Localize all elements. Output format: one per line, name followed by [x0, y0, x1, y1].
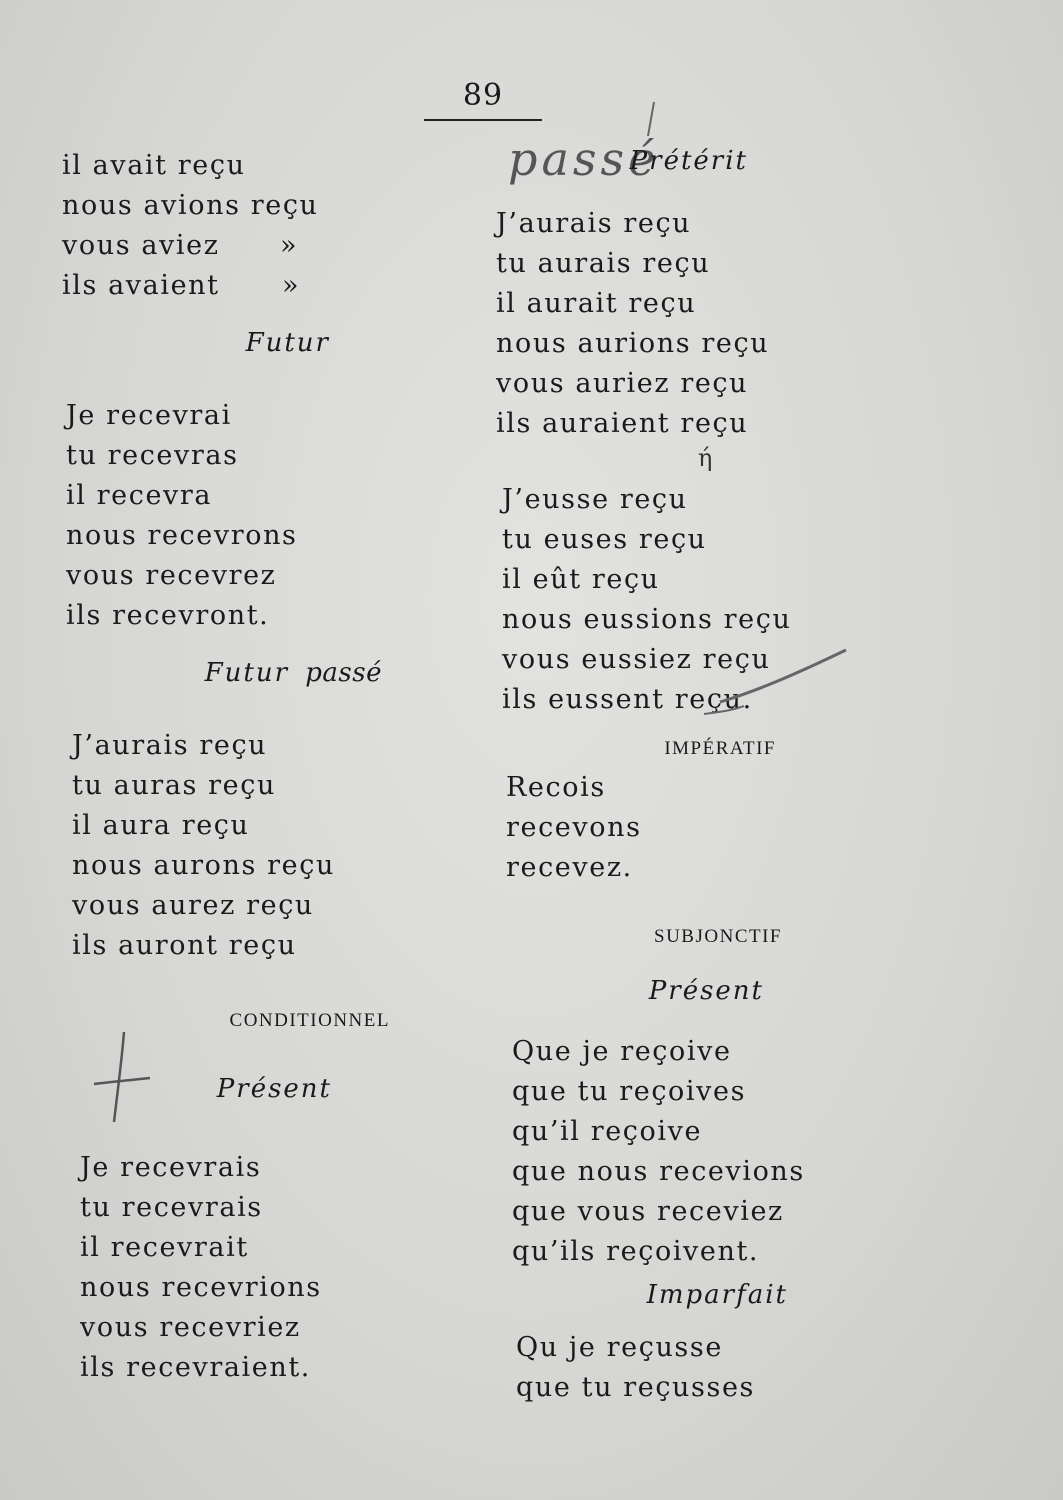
text-line: J’aurais reçu — [496, 208, 692, 239]
section-title-imperatif: IMPÉRATIF — [664, 738, 776, 759]
text-line: vous aurez reçu — [72, 890, 314, 921]
text-line: Recois — [506, 772, 606, 803]
text-line: que nous recevions — [512, 1156, 805, 1187]
section-heading-present: Présent — [216, 1074, 332, 1104]
text-line: J’aurais reçu — [72, 730, 268, 761]
conditionnel-conjugation — [62, 1148, 422, 1388]
text-line: que vous receviez — [512, 1196, 784, 1227]
left-column — [62, 146, 422, 1388]
subjonctif-imparfait-conjugation — [494, 1328, 814, 1408]
section-title-conditionnel: CONDITIONNEL — [229, 1010, 390, 1031]
text-line: ils eussent reçu. — [502, 684, 753, 715]
text-line: qu’ils reçoivent. — [512, 1236, 760, 1267]
futur-conjugation — [62, 396, 422, 636]
text-line: Je recevrais — [80, 1152, 262, 1183]
text-line: Que je reçoive — [512, 1036, 732, 1067]
imperatif-conjugation — [494, 768, 814, 888]
text-line: il aura reçu — [72, 810, 250, 841]
text-line: il aurait reçu — [496, 288, 697, 319]
text-line: Qu je reçusse — [516, 1332, 723, 1363]
pencil-cross-mark — [86, 1028, 156, 1128]
text-line: il recevrait — [80, 1232, 249, 1263]
heading-word: Futur — [204, 658, 290, 688]
heading-word: passé — [305, 658, 382, 688]
pencil-stroke-mark — [700, 640, 860, 720]
text-line: qu’il reçoive — [512, 1116, 703, 1147]
text-line: tu aurais reçu — [496, 248, 711, 279]
section-heading-preterit: Prétérit — [629, 146, 748, 176]
text-line: il avait reçu — [62, 150, 246, 181]
text-line: nous avions reçu — [62, 190, 319, 221]
text-line: vous recevriez — [80, 1312, 301, 1343]
text-line: il eût reçu — [502, 564, 660, 595]
text-line: ils recevront. — [66, 600, 270, 631]
text-line-label: ils avaient — [62, 270, 220, 301]
futur-passe-conjugation — [62, 726, 422, 966]
section-heading-imparfait: Imparfait — [646, 1280, 788, 1310]
preterit-heading-row — [494, 132, 814, 186]
text-line: tu recevras — [66, 440, 239, 471]
page-number: 89 — [462, 78, 504, 113]
text-line: que tu reçoives — [512, 1076, 747, 1107]
ditto-mark: » — [282, 270, 301, 301]
text-line: tu auras reçu — [72, 770, 276, 801]
subjonctif-present-conjugation — [494, 1032, 814, 1272]
text-line: il recevra — [66, 480, 213, 511]
text-line: tu euses reçu — [502, 524, 707, 555]
text-line: vous eussiez reçu — [502, 644, 771, 675]
text-line: recevez. — [506, 852, 633, 883]
section-heading-futur-passe — [62, 658, 382, 698]
text-line: J’eusse reçu — [502, 484, 688, 515]
text-line: nous aurions reçu — [496, 328, 770, 359]
text-line: ils auraient reçu — [496, 408, 749, 439]
text-line: Je recevrai — [66, 400, 232, 431]
text-line — [62, 226, 422, 266]
section-heading-futur: Futur — [245, 328, 330, 358]
text-line: nous recevrons — [66, 520, 298, 551]
text-line: ils recevraient. — [80, 1352, 311, 1383]
page-number-rule — [424, 119, 542, 121]
text-line — [62, 266, 422, 306]
text-line: vous recevrez — [66, 560, 277, 591]
text-line: ils auront reçu — [72, 930, 297, 961]
right-column — [494, 132, 814, 1408]
section-title-subjonctif: SUBJONCTIF — [654, 926, 782, 947]
preterit-conjugation-a — [494, 204, 814, 444]
pencil-tick-mark — [640, 100, 660, 140]
text-line: recevons — [506, 812, 642, 843]
text-line: nous recevrions — [80, 1272, 322, 1303]
separator-row — [494, 444, 814, 480]
text-line: nous aurons reçu — [72, 850, 335, 881]
text-line: nous eussions reçu — [502, 604, 792, 635]
text-line: vous auriez reçu — [496, 368, 749, 399]
handwritten-annotation: passé — [508, 132, 660, 186]
separator-mark: ή — [698, 444, 713, 472]
text-line: tu recevrais — [80, 1192, 263, 1223]
text-line: que tu reçusses — [516, 1372, 755, 1403]
section-heading-present: Présent — [648, 976, 764, 1006]
text-line-label: vous aviez — [62, 230, 220, 261]
ditto-mark: » — [280, 230, 299, 261]
